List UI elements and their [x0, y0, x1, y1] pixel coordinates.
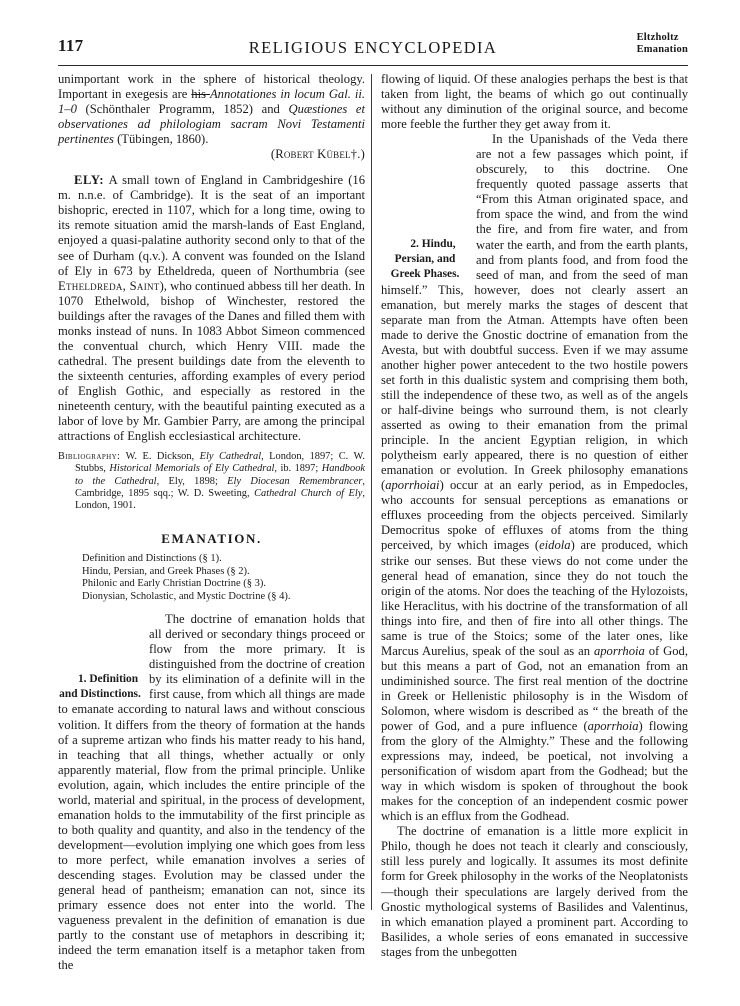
biblio-seg-5: , Cambridge, 1895 sqq.; W. D. Sweeting, — [75, 475, 365, 499]
author-signature: (Robert Kübel†.) — [270, 147, 365, 162]
continued-text-2: (Schönthaler Programm, 1852) and — [76, 102, 289, 117]
biblio-seg-6: , London, 1901. — [75, 487, 366, 511]
struck-word: his — [191, 87, 210, 102]
right-column — [381, 72, 688, 960]
biblio-seg-1: W. E. Dickson, — [120, 451, 200, 463]
right-continued-paragraph: flowing of liquid. Of these analogies perhaps the best is that taken from light, the beams of which go out continually without any diminution of the original source, and become more feeble the further they get away from it. — [381, 72, 688, 132]
continued-text-1: unimportant work in the sphere of historical theology. Important in exegesis are — [58, 72, 365, 102]
bibliography-label: Bibliography: — [58, 451, 121, 463]
emanation-paragraph-3: The doctrine of emanation is a little more explicit in Philo, though he does not teach it clearly and consciously, still less purely and logically. It assumes its most definite form for Greek philosophy in the works of the Neoplatonists—though their speculations are largely derived from the Gnostic mythological systems of Basilides and Valentinus, in which emanation played a prominent part. According to Basilides, a whole series of eons emanated in successive stages from the unbegotten — [381, 824, 688, 959]
term-aporrhoia: aporrhoia — [593, 643, 645, 658]
continued-italic-title-2: Quæstiones et observationes ad philologiam sacram Novi Testamenti pertinentes — [58, 102, 366, 147]
emanation-paragraph-2 — [381, 132, 688, 824]
emanation-paragraph-1 — [58, 612, 365, 973]
catchwords — [637, 32, 688, 55]
toc-item-4: Dionysian, Scholastic, and Mystic Doctrine (§ 4). — [82, 590, 291, 602]
ely-bibliography — [58, 451, 365, 512]
continued-italic-title-1: Annotationes in locum Gal. ii. 1–0 — [58, 87, 365, 117]
article-title-emanation: EMANATION. — [161, 531, 262, 547]
continued-text-3: (Tübingen, 1860). — [113, 132, 209, 147]
ely-body-2: ), who continued abbess till her death. In 1070 Ethelwold, bishop of Winchester, restored the buildings after the ravages of the Danes and filled them with monks instead of nuns. In 1083 Abbot Simeon commenced the conventual church, which Henry VIII. made the cathedral. The present buildings date from the eleventh to the sixteenth centuries, affording examples of every period of English Gothic, and especially as restored in the nineteenth century, with the beautiful painting executed as a labor of love by Mr. Gambier Parry, are among the principal attractions of English ecclesiastical architecture. — [58, 278, 365, 444]
term-aporrhoia-2: aporrhoia — [587, 719, 639, 734]
ely-body-1: A small town of England in Cambridgeshire (16 m. n.n.e. of Cambridge). It is the seat of an important bishopric, erected in 1107, which for a long time, owing to its remote situation amid the marsh-lands of East England, enjoyed a quasi-palatine authority second only to that of the see of Durham (q.v.). A convent was founded on the Island of Ely in 673 by Etheldreda, queen of Northumbria (see — [58, 173, 365, 278]
running-title: RELIGIOUS ENCYCLOPEDIA — [248, 38, 498, 57]
biblio-title-1: Ely Cathedral — [199, 451, 262, 463]
toc-item-3: Philonic and Early Christian Doctrine (§ 3). — [82, 578, 267, 590]
running-head — [58, 34, 688, 64]
emanation-para-2-text-5: ) flowing from the glory of the Almighty.” These and the following expressions may, indeed, be poetical, not involving a personification of wisdom apart from the Godhead; but the way in which wisdom is spoken of throughout the book makes for the conception of an independent cosmic power which is an efflux from the Godhead. — [381, 719, 688, 824]
ely-cross-reference[interactable]: Etheldreda, Saint — [58, 278, 160, 293]
ely-headword: ELY: — [74, 173, 105, 188]
emanation-para-2-text-2: ) occur at an early period, as in Empedocles, who accounts for sensual perceptions as emanations or effluxes proceeding from the objects perceived. Similarly Democritus spoke of effluxes of atoms from the thing perceived, by which images ( — [381, 478, 688, 553]
emanation-para-2-text-4: of God, but this means a part of God, not an emanation from an undiminished source. The first real mention of the doctrine in Greek or Hellenistic philosophy is in the Wisdom of Solomon, where wisdom is described as “ the breath of the power of God, and a pure influence ( — [381, 643, 688, 734]
biblio-title-3: Handbook to the Cathedral — [75, 463, 366, 487]
term-eidola: eidola — [539, 538, 571, 553]
header-rule — [58, 65, 688, 66]
emanation-para-2-text-1: In the Upanishads of the Veda there are not a few passages which point, if obscurely, to this doctrine. One frequently quoted passage asserts that “From this Atman originated space, and from space the wind, and from the wind the fire, and from fire water, and from water the earth, and from the earth plants, and from plants food, and from food the seed of man, and from the seed of man himself.” This, however, does not clearly assert an emanation, but merely marks the stages of descent that separate man from the Atman. Attempts have often been made to derive the Gnostic doctrine of emanation from the Avesta, but with doubtful success. Even if we may assume another higher power antecedent to the two hostile powers set forth in this dualistic system and comprising them both, still the independence of these two, as well as of the angels or half-divine beings who surround them, is not clearly asserted as owing to their emanation from the primal principle. In the ancient Egyptian religion, in which polytheism early appeared, there is no question of either emanation or evolution. In Greek philosophy emanations ( — [381, 132, 688, 493]
biblio-title-5: Cathedral Church of Ely — [254, 487, 363, 499]
continued-paragraph — [58, 72, 365, 147]
page-number: 117 — [58, 36, 84, 55]
left-column — [58, 72, 365, 973]
columns-container — [58, 72, 688, 996]
term-aporrhoiai: aporrhoiai — [385, 478, 440, 493]
catchword-line-1: Eltzholtz — [636, 32, 679, 43]
sidenote-definition-and-distinctions: 1. Definition and Distinctions. — [59, 673, 141, 701]
emanation-para-2-text-3: ) are produced, which strike our senses. But these views do not come under the general head of emanation, since they do not touch the origin of the atoms. Nor does the teaching of the Hylozoists, like Heraclitus, with his doctrine of the transformation of all things into fire, and then of fire into all other things. The same is true of the Stoics; some of the later ones, like Marcus Aurelius, speak of the soul as an — [381, 538, 689, 658]
biblio-title-4: Ely Diocesan Remembrancer — [227, 475, 363, 487]
sidenote-hindu-persian-greek-phases: 2. Hindu, Persian, and Greek Phases. — [390, 238, 460, 281]
column-divider-rule — [371, 74, 372, 910]
article-contents-list — [58, 553, 365, 603]
ely-entry — [58, 173, 365, 444]
biblio-seg-3: , ib. 1897; — [274, 463, 322, 475]
emanation-para-1-text: The doctrine of emanation holds that all derived or secondary things proceed or flow from the more primary. It is distinguished from the doctrine of creation by its elimination of a definite will in the first cause, from which all things are made to emanate according to natural laws and without conscious volition. It differs from the theory of formation at the hands of a supreme artizan who finds his matter ready to his hand, in teaching that all things, whether actually or only apparently material, flow from the primal principle. Unlike evolution, again, which includes the entire principle of the world, material and spiritual, in the process of development, emanation holds to the immutability of the first principle as to both quality and quantity, and also in the tendency of the development—evolution implying one which goes from less to more perfect, while emanation involves a series of descending stages. Evolution may be classed under the general head of pantheism; emanation can not, since its primary essence does not enter into the world. The vagueness prevalent in the definition of emanation is due partly to the constant use of metaphors in describing it; indeed the term emanation itself is a metaphor taken from the — [58, 612, 365, 973]
catchword-line-2: Emanation — [636, 43, 688, 55]
biblio-seg-2: , London, 1897; C. W. Stubbs, — [75, 451, 365, 475]
toc-item-2: Hindu, Persian, and Greek Phases (§ 2). — [82, 565, 250, 577]
toc-item-1: Definition and Distinctions (§ 1). — [82, 553, 222, 565]
biblio-seg-4: , Ely, 1898; — [156, 475, 228, 487]
biblio-title-2: Historical Memorials of Ely Cathedral — [109, 463, 275, 475]
